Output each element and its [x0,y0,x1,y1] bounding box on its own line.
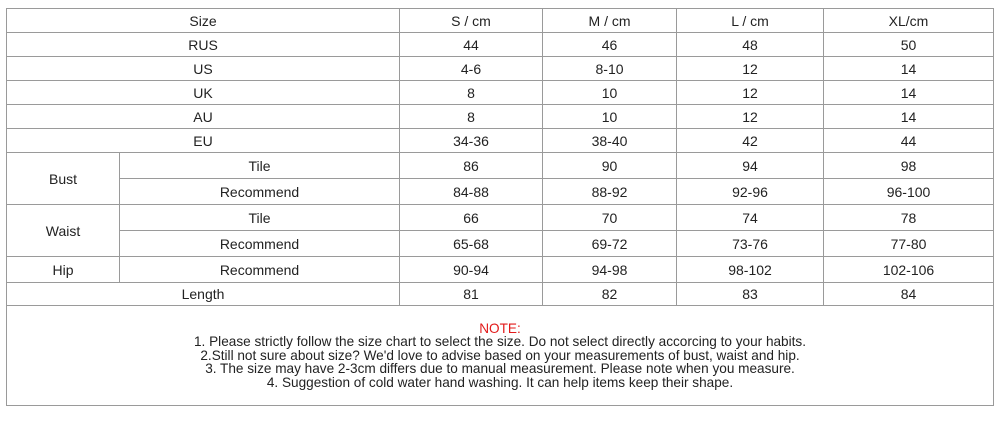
row-label: UK [7,81,400,105]
table-cell: 88-92 [543,179,677,205]
table-cell: 10 [543,81,677,105]
row-label: AU [7,105,400,129]
header-row [7,9,994,33]
table-cell: 4-6 [400,57,543,81]
table-cell: 94-98 [543,257,677,283]
note-title: NOTE: [479,320,521,336]
table-row-hip-recommend [7,257,994,283]
table-cell: 86 [400,153,543,179]
table-cell: 10 [543,105,677,129]
table-cell: 12 [677,81,824,105]
table-cell: 77-80 [824,231,994,257]
note-line-3: 3. The size may have 2-3cm differs due to manual measurement. Please note when you measure. [205,361,795,377]
table-cell: 73-76 [677,231,824,257]
table-cell: 74 [677,205,824,231]
table-cell: 50 [824,33,994,57]
sub-row-label: Recommend [120,257,400,283]
table-row-eu [7,129,994,153]
table-cell: 83 [677,283,824,306]
sub-row-label: Tile [120,153,400,179]
table-cell: 98-102 [677,257,824,283]
table-cell: 92-96 [677,179,824,205]
row-label: US [7,57,400,81]
table-row-au [7,105,994,129]
note-line-2: 2.Still not sure about size? We'd love to advise based on your measurements of bust, waist and hip. [200,347,800,363]
column-header-s: S / cm [400,9,543,33]
table-cell: 102-106 [824,257,994,283]
table-cell: 96-100 [824,179,994,205]
group-label-bust: Bust [7,153,120,205]
table-row-waist-recommend [7,231,994,257]
table-cell: 38-40 [543,129,677,153]
notes-row [7,306,994,406]
table-cell: 70 [543,205,677,231]
group-label-hip: Hip [7,257,120,283]
table-cell: 84-88 [400,179,543,205]
table-cell: 44 [824,129,994,153]
table-cell: 90-94 [400,257,543,283]
size-chart-table [6,8,994,406]
column-header-m: M / cm [543,9,677,33]
table-row-waist-tile [7,205,994,231]
table-row-uk [7,81,994,105]
note-line-4: 4. Suggestion of cold water hand washing. It can help items keep their shape. [266,374,734,390]
table-cell: 82 [543,283,677,306]
group-label-waist: Waist [7,205,120,257]
column-header-xl: XL/cm [824,9,994,33]
row-label: Length [7,283,400,306]
table-row-length [7,283,994,306]
size-header: Size [7,9,400,33]
table-row-rus [7,33,994,57]
table-cell: 46 [543,33,677,57]
table-cell: 69-72 [543,231,677,257]
table-row-us [7,57,994,81]
table-cell: 98 [824,153,994,179]
table-cell: 14 [824,105,994,129]
table-cell: 8 [400,81,543,105]
sub-row-label: Recommend [120,231,400,257]
table-cell: 14 [824,81,994,105]
table-cell: 65-68 [400,231,543,257]
table-cell: 90 [543,153,677,179]
table-cell: 14 [824,57,994,81]
table-cell: 84 [824,283,994,306]
table-row-bust-recommend [7,179,994,205]
table-cell: 12 [677,105,824,129]
table-cell: 78 [824,205,994,231]
table-cell: 94 [677,153,824,179]
table-row-bust-tile [7,153,994,179]
table-cell: 8-10 [543,57,677,81]
row-label: RUS [7,33,400,57]
note-line-1: 1. Please strictly follow the size chart to select the size. Do not select directly accorcing to your habits. [194,334,806,350]
table-cell: 81 [400,283,543,306]
table-cell: 42 [677,129,824,153]
table-cell: 34-36 [400,129,543,153]
column-header-l: L / cm [677,9,824,33]
table-cell: 8 [400,105,543,129]
table-cell: 48 [677,33,824,57]
sub-row-label: Tile [120,205,400,231]
table-cell: 66 [400,205,543,231]
row-label: EU [7,129,400,153]
notes-cell [7,306,994,406]
table-cell: 12 [677,57,824,81]
sub-row-label: Recommend [120,179,400,205]
table-cell: 44 [400,33,543,57]
